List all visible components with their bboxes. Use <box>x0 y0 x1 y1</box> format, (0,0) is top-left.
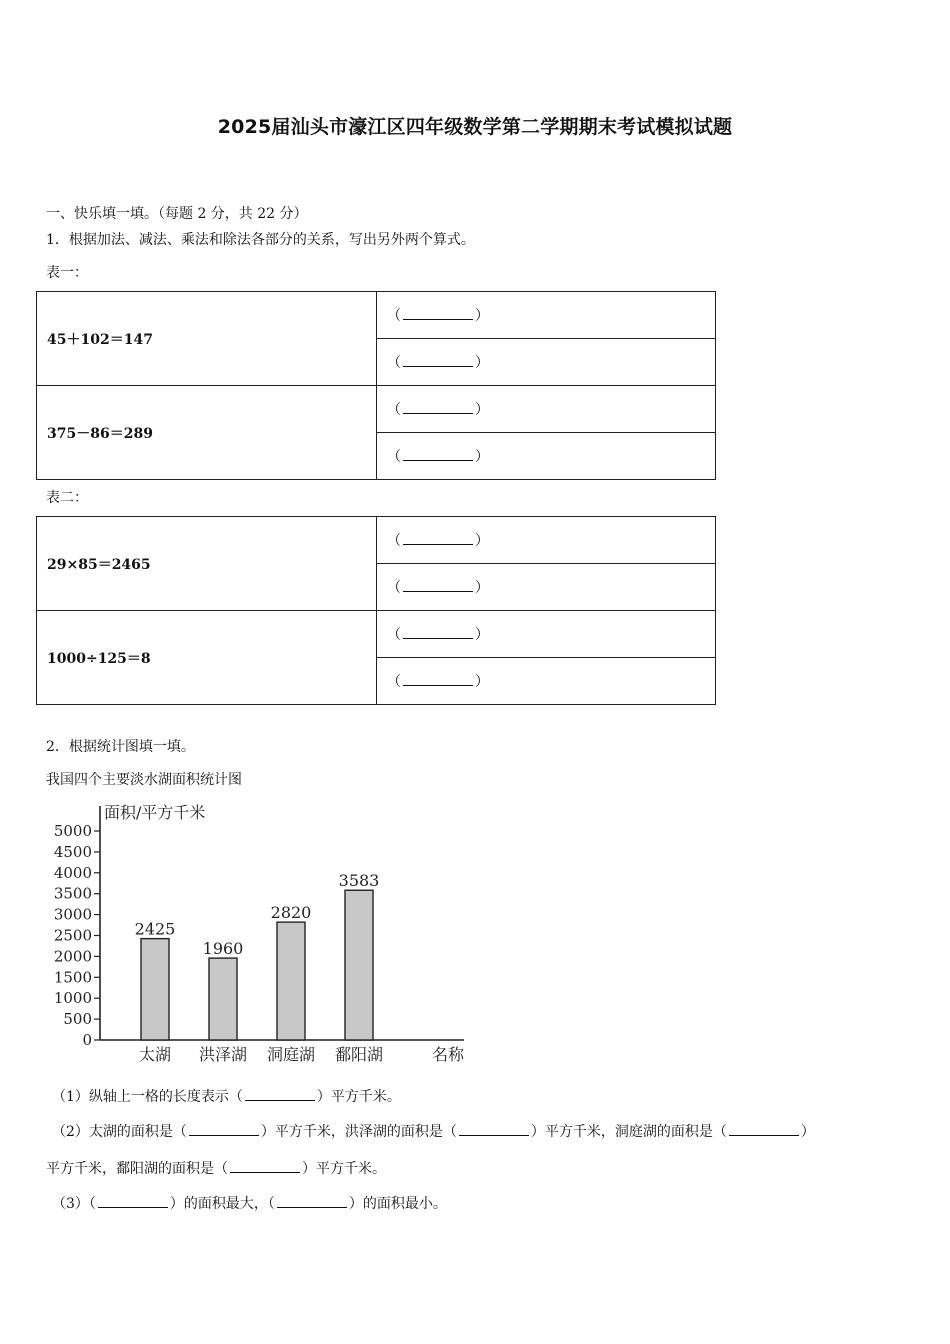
table-1-label: 表一： <box>46 265 88 281</box>
answer-blank[interactable] <box>245 1088 315 1101</box>
table-1 <box>36 291 716 480</box>
question-2-3: （3）（ ）的面积最大，（ ）的面积最小。 <box>52 1196 447 1212</box>
question-2-1: （1）纵轴上一格的长度表示（ ）平方千米。 <box>52 1089 401 1105</box>
answer-cell[interactable]: （ ） <box>377 339 716 386</box>
y-tick-label: 4000 <box>53 863 92 882</box>
question-1: 1．根据加法、减法、乘法和除法各部分的关系，写出另外两个算式。 <box>46 232 475 248</box>
bar-value-label: 3583 <box>338 871 380 891</box>
y-tick-label: 0 <box>82 1031 92 1049</box>
equation-cell: 45＋102＝147 <box>37 292 377 386</box>
chart-caption: 我国四个主要淡水湖面积统计图 <box>46 772 242 788</box>
answer-blank[interactable] <box>189 1123 259 1136</box>
question-2-2-cont: 平方千米，鄱阳湖的面积是（ ）平方千米。 <box>46 1161 386 1177</box>
y-tick-label: 3000 <box>53 905 92 924</box>
table-2 <box>36 516 716 705</box>
answer-blank[interactable] <box>403 401 473 414</box>
answer-blank[interactable] <box>403 673 473 686</box>
answer-cell[interactable]: （ ） <box>377 433 716 480</box>
answer-blank[interactable] <box>459 1123 529 1136</box>
answer-cell[interactable]: （ ） <box>377 517 716 564</box>
y-tick-label: 2000 <box>53 947 92 966</box>
y-axis-label: 面积/平方千米 <box>104 803 206 822</box>
x-category-label: 鄱阳湖 <box>334 1045 384 1064</box>
answer-cell[interactable]: （ ） <box>377 611 716 658</box>
bar-value-label: 2820 <box>270 903 312 923</box>
x-category-label: 洞庭湖 <box>266 1045 316 1064</box>
answer-blank[interactable] <box>403 626 473 639</box>
equation-cell: 1000÷125＝8 <box>37 611 377 705</box>
answer-cell[interactable]: （ ） <box>377 564 716 611</box>
x-category-label: 洪泽湖 <box>198 1045 248 1064</box>
x-category-label: 太湖 <box>138 1045 172 1064</box>
answer-blank[interactable] <box>403 307 473 320</box>
question-2: 2．根据统计图填一填。 <box>46 739 195 755</box>
answer-blank[interactable] <box>230 1160 300 1173</box>
answer-blank[interactable] <box>403 532 473 545</box>
bar <box>141 939 169 1040</box>
answer-blank[interactable] <box>98 1195 168 1208</box>
answer-cell[interactable]: （ ） <box>377 292 716 339</box>
y-tick-label: 4500 <box>53 842 92 861</box>
answer-cell[interactable]: （ ） <box>377 658 716 705</box>
answer-blank[interactable] <box>729 1123 799 1136</box>
page-title: 2025届汕头市濠江区四年级数学第二学期期末考试模拟试题 <box>217 116 733 138</box>
bar-value-label: 2425 <box>134 919 176 939</box>
bar-value-label: 1960 <box>202 939 244 959</box>
answer-blank[interactable] <box>403 354 473 367</box>
y-tick-label: 2500 <box>53 926 92 945</box>
equation-cell: 29×85＝2465 <box>37 517 377 611</box>
answer-blank[interactable] <box>403 448 473 461</box>
y-tick-label: 1500 <box>53 968 92 987</box>
bar <box>209 958 237 1040</box>
y-tick-label: 5000 <box>53 822 92 840</box>
x-axis-label: 名称 <box>431 1045 465 1064</box>
bar-chart <box>40 798 480 1070</box>
answer-blank[interactable] <box>403 579 473 592</box>
section-heading: 一、快乐填一填。（每题 2 分，共 22 分） <box>46 206 308 222</box>
y-tick-label: 3500 <box>53 884 92 903</box>
question-2-2: （2）太湖的面积是（ ）平方千米，洪泽湖的面积是（ ）平方千米，洞庭湖的面积是（ ） <box>52 1124 815 1140</box>
answer-blank[interactable] <box>277 1195 347 1208</box>
bar <box>345 890 373 1040</box>
equation-cell: 375－86＝289 <box>37 386 377 480</box>
bar <box>277 922 305 1040</box>
y-tick-label: 1000 <box>53 989 92 1008</box>
y-tick-label: 500 <box>63 1010 92 1029</box>
table-2-label: 表二： <box>46 490 88 506</box>
answer-cell[interactable]: （ ） <box>377 386 716 433</box>
